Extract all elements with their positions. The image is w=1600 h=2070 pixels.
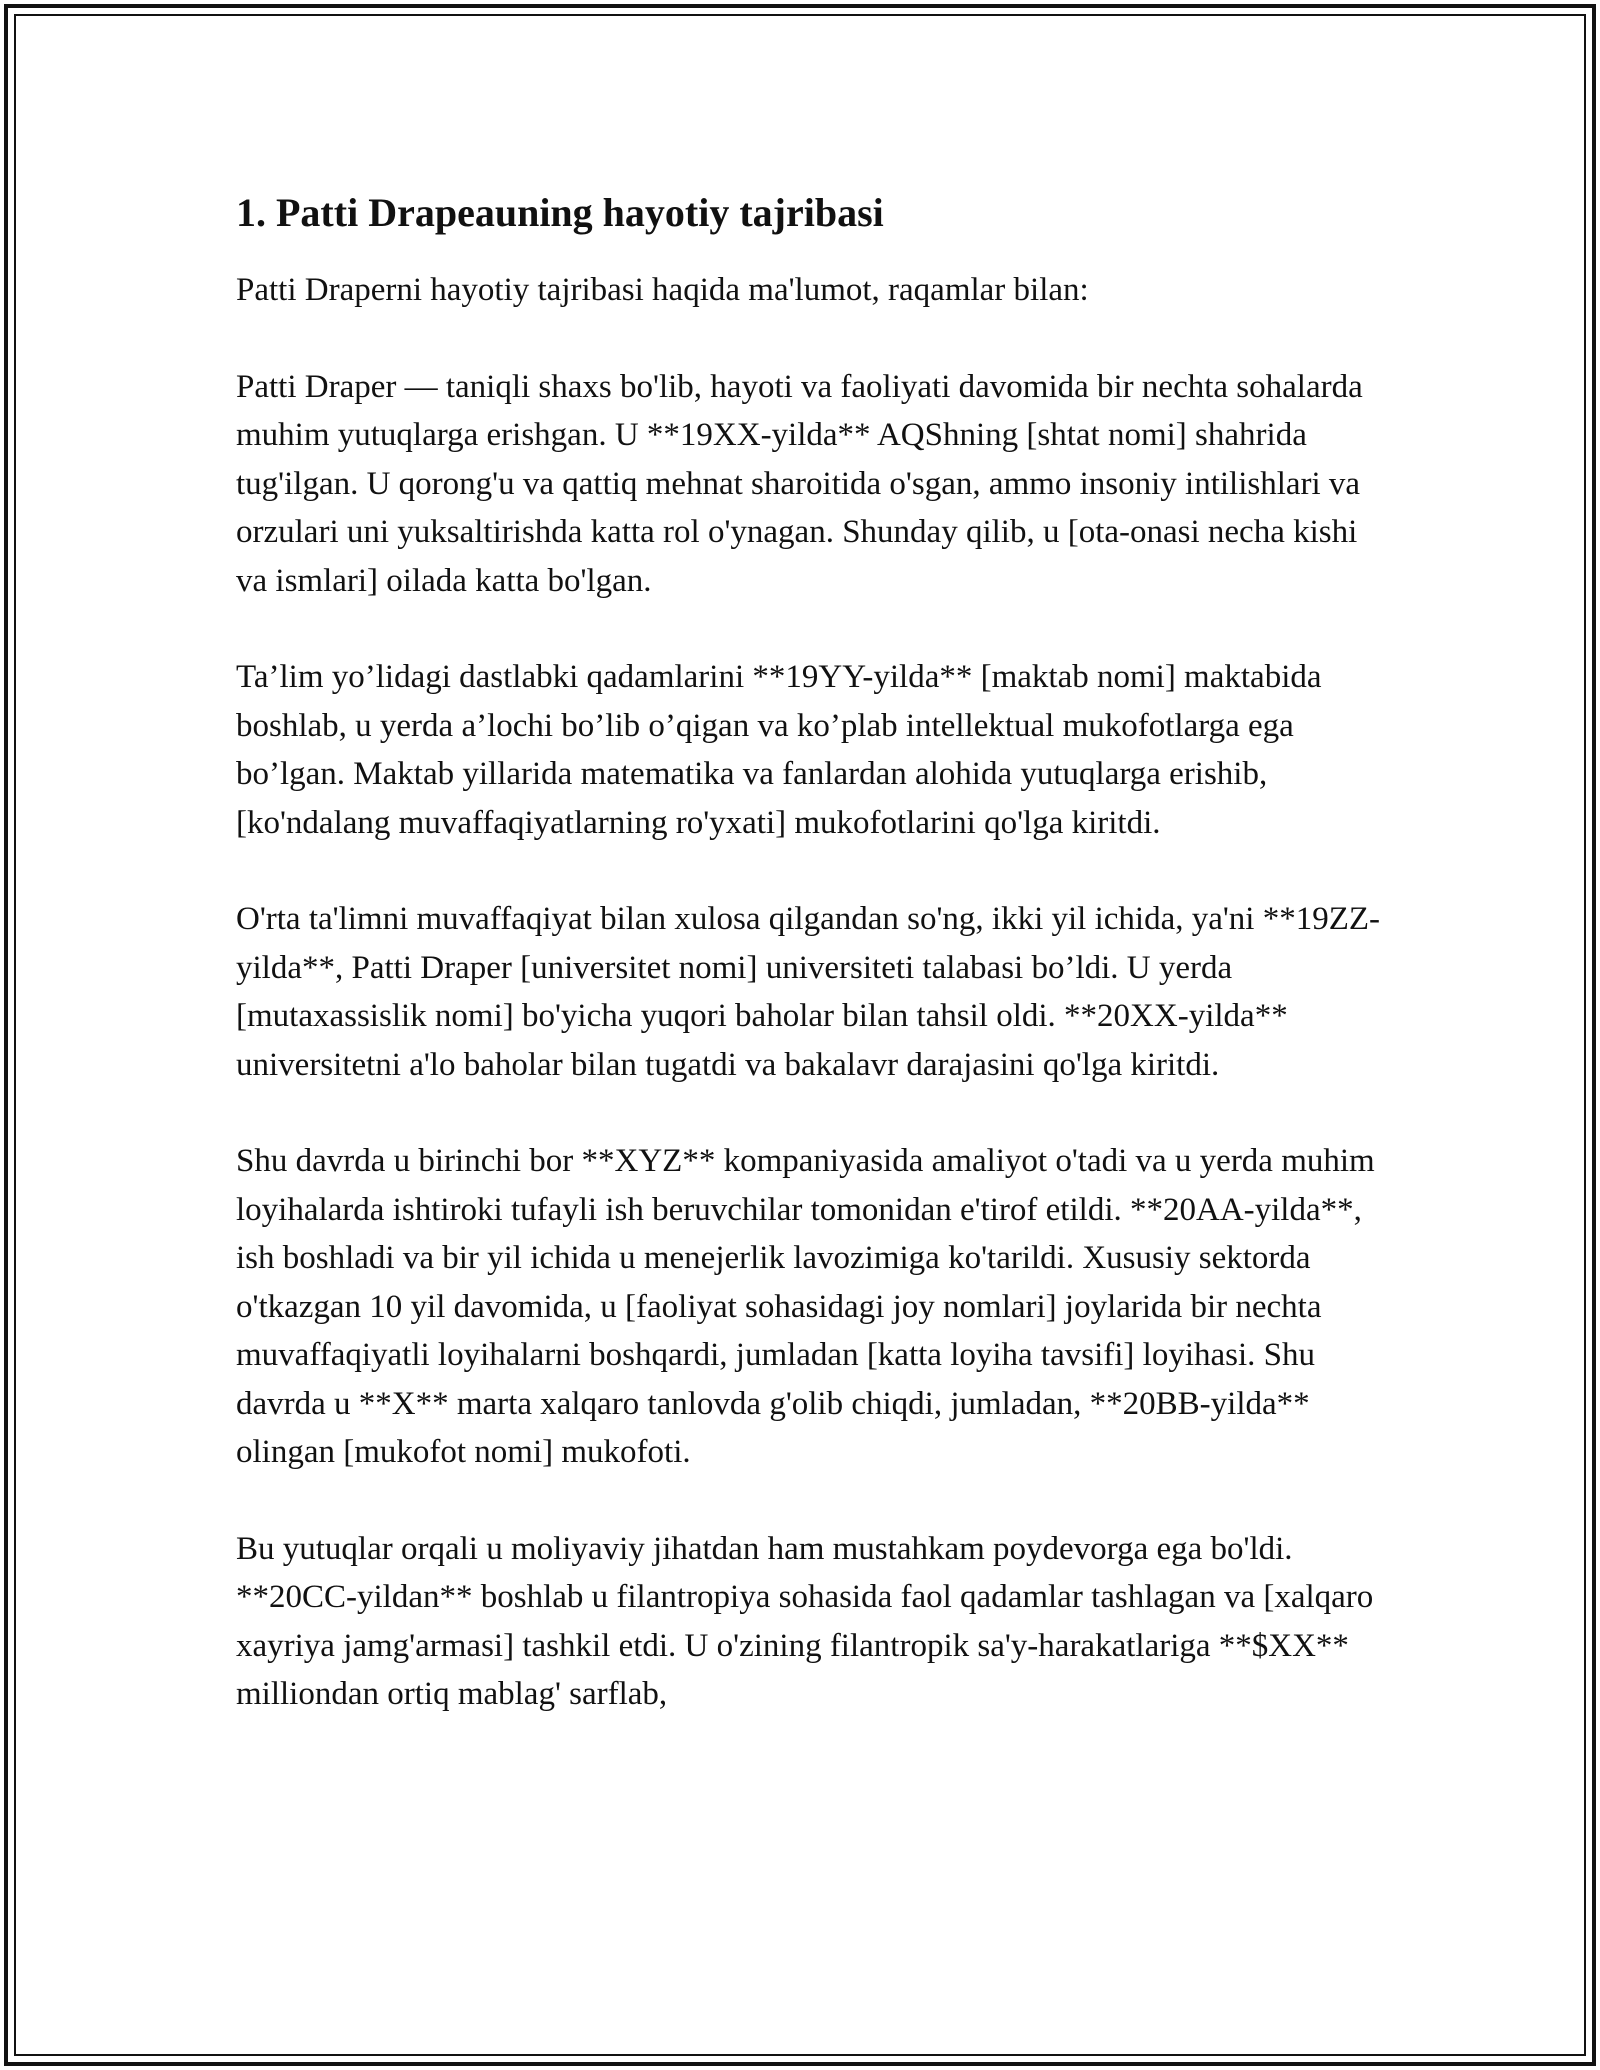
paragraph-intro: Patti Draperni hayotiy tajribasi haqida ma'lumot, raqamlar bilan: — [236, 272, 1089, 308]
document-page — [236, 188, 1386, 1767]
paragraph-university: O'rta ta'limni muvaffaqiyat bilan xulosa qilgandan so'ng, ikki yil ichida, ya'ni **19ZZ-yilda**, Patti Draper [universitet nomi] universiteti talabasi bo’ldi. U yerda [mutaxassislik nomi] bo'yicha yuqori baholar bilan tahsil oldi. **20XX-yilda** universitetni a'lo baholar bilan tugatdi va bakalavr darajasini qo'lga kiritdi. — [236, 901, 1381, 1083]
paragraph-school: Ta’lim yo’lidagi dastlabki qadamlarini **19YY-yilda** [maktab nomi] maktabida boshlab, u yerda a’lochi bo’lib o’qigan va ko’plab intellektual mukofotlarga ega bo’lgan. Maktab yillarida matematika va fanlardan alohida yutuqlarga erishib, [ko'ndalang muvaffaqiyatlarning ro'yxati] mukofotlarini qo'lga kiritdi. — [236, 659, 1322, 841]
section-heading: 1. Patti Drapeauning hayotiy tajribasi — [236, 190, 884, 235]
paragraph-philanthropy: Bu yutuqlar orqali u moliyaviy jihatdan ham mustahkam poydevorga ega bo'ldi. **20CC-yildan** boshlab u filantropiya sohasida faol qadamlar tashlagan va [xalqaro xayriya jamg'armasi] tashkil etdi. U o'zining filantropik sa'y-harakatlariga **$XX** milliondan ortiq mablag' sarflab, — [236, 1530, 1374, 1712]
paragraph-birth: Patti Draper — taniqli shaxs bo'lib, hayoti va faoliyati davomida bir nechta sohalarda muhim yutuqlarga erishgan. U **19XX-yilda** AQShning [shtat nomi] shahrida tug'ilgan. U qorong'u va qattiq mehnat sharoitida o'sgan, ammo insoniy intilishlari va orzulari uni yuksaltirishda katta rol o'ynagan. Shunday qilib, u [ota-onasi necha kishi va ismlari] oilada katta bo'lgan. — [236, 368, 1363, 599]
paragraph-career: Shu davrda u birinchi bor **XYZ** kompaniyasida amaliyot o'tadi va u yerda muhim loyihalarda ishtiroki tufayli ish beruvchilar tomonidan e'tirof etildi. **20AA-yilda**, ish boshladi va bir yil ichida u menejerlik lavozimiga ko'tarildi. Xususiy sektorda o'tkazgan 10 yil davomida, u [faoliyat sohasidagi joy nomlari] joylarida bir nechta muvaffaqiyatli loyihalarni boshqardi, jumladan [katta loyiha tavsifi] loyihasi. Shu davrda u **X** marta xalqaro tanlovda g'olib chiqdi, jumladan, **20BB-yilda** olingan [mukofot nomi] mukofoti. — [236, 1143, 1375, 1470]
